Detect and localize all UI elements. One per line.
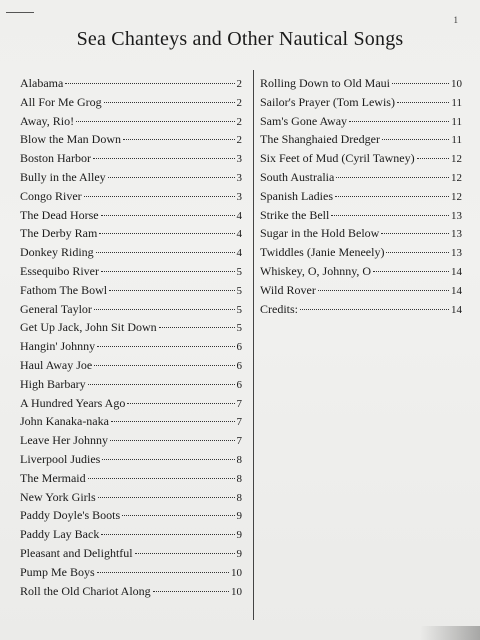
toc-entry [20, 170, 242, 189]
toc-entry-title: Hangin' Johnny [20, 339, 96, 354]
toc-entry-page: 9 [236, 510, 242, 523]
page-number: 1 [453, 15, 458, 25]
toc-column-right [260, 76, 462, 320]
toc-entry-page: 10 [231, 585, 242, 598]
toc-entry-title: Liverpool Judies [20, 451, 101, 466]
dot-leader [122, 515, 234, 516]
toc-entry-page: 13 [451, 247, 462, 260]
toc-entry-page: 11 [451, 96, 462, 109]
toc-entry-page: 3 [236, 190, 242, 203]
toc-entry [260, 208, 462, 227]
toc-entry-title: Fathom The Bowl [20, 282, 108, 297]
toc-entry [20, 377, 242, 396]
toc-entry-page: 12 [451, 153, 462, 166]
toc-entry [20, 339, 242, 358]
toc-entry-page: 8 [236, 491, 242, 504]
toc-entry-title: All For Me Grog [20, 94, 102, 109]
toc-entry [260, 132, 462, 151]
dot-leader [96, 252, 235, 253]
toc-entry-title: Essequibo River [20, 263, 99, 278]
dot-leader [65, 83, 234, 84]
toc-entry [20, 584, 242, 603]
toc-entry [20, 132, 242, 151]
toc-entry [260, 114, 462, 133]
toc-entry-title: General Taylor [20, 301, 92, 316]
toc-entry [20, 151, 242, 170]
toc-entry [260, 170, 462, 189]
toc-entry-title: Rolling Down to Old Maui [260, 76, 391, 90]
toc-entry [20, 490, 242, 509]
dot-leader [111, 421, 235, 422]
toc-entry-title: Away, Rio! [20, 113, 75, 128]
toc-entry-title: Alabama [20, 76, 64, 90]
toc-entry [260, 264, 462, 283]
toc-entry [260, 226, 462, 245]
toc-entry-page: 7 [236, 416, 242, 429]
toc-entry-title: Paddy Doyle's Boots [20, 508, 121, 523]
toc-entry [20, 527, 242, 546]
toc-entry-title: Credits: [260, 301, 298, 316]
column-divider [253, 70, 254, 620]
dot-leader [127, 403, 234, 404]
dot-leader [135, 553, 235, 554]
toc-entry-page: 7 [236, 435, 242, 448]
toc-entry-title: The Dead Horse [20, 207, 99, 222]
toc-entry [260, 302, 462, 321]
toc-entry-title: The Mermaid [20, 470, 86, 485]
dot-leader [397, 102, 449, 103]
toc-entry-page: 5 [236, 303, 242, 316]
toc-entry-title: High Barbary [20, 376, 86, 391]
dot-leader [373, 271, 449, 272]
dot-leader [318, 290, 449, 291]
toc-entry [20, 245, 242, 264]
dot-leader [97, 572, 229, 573]
toc-entry-page: 4 [236, 247, 242, 260]
dot-leader [392, 83, 449, 84]
dot-leader [336, 177, 449, 178]
dot-leader [101, 534, 234, 535]
toc-entry [20, 114, 242, 133]
toc-entry [20, 508, 242, 527]
toc-entry-title: A Hundred Years Ago [20, 395, 126, 410]
toc-entry-title: Pleasant and Delightful [20, 545, 133, 560]
toc-entry-page: 14 [451, 284, 462, 297]
dot-leader [123, 139, 235, 140]
toc-entry-title: Congo River [20, 188, 82, 203]
toc-entry-title: Get Up Jack, John Sit Down [20, 320, 157, 335]
toc-entry [20, 208, 242, 227]
dot-leader [382, 139, 449, 140]
toc-entry-title: Donkey Riding [20, 245, 94, 260]
toc-entry [20, 396, 242, 415]
dot-leader [331, 215, 449, 216]
toc-entry-page: 14 [451, 265, 462, 278]
dot-leader [386, 252, 449, 253]
toc-entry [20, 264, 242, 283]
toc-entry-page: 3 [236, 153, 242, 166]
toc-entry [260, 95, 462, 114]
toc-entry-page: 4 [236, 228, 242, 241]
toc-entry [20, 358, 242, 377]
toc-entry-title: The Derby Ram [20, 226, 98, 241]
toc-column-left [20, 76, 242, 602]
toc-entry-page: 2 [236, 78, 242, 90]
toc-entry-title: Twiddles (Janie Meneely) [260, 245, 385, 260]
toc-entry [20, 414, 242, 433]
toc-entry-page: 2 [236, 115, 242, 128]
toc-entry-page: 12 [451, 190, 462, 203]
dot-leader [159, 327, 235, 328]
dot-leader [417, 158, 449, 159]
dot-leader [108, 177, 235, 178]
top-rule-mark [6, 12, 34, 13]
toc-entry-title: New York Girls [20, 489, 96, 504]
toc-entry-page: 5 [236, 284, 242, 297]
dot-leader [381, 233, 449, 234]
toc-entry-title: Sailor's Prayer (Tom Lewis) [260, 94, 395, 109]
dot-leader [109, 290, 234, 291]
toc-entry-page: 2 [236, 96, 242, 109]
toc-entry-page: 8 [236, 453, 242, 466]
toc-entry [20, 226, 242, 245]
toc-entry-page: 5 [236, 265, 242, 278]
toc-entry-page: 6 [236, 378, 242, 391]
toc-entry-page: 13 [451, 228, 462, 241]
toc-entry-title: Sugar in the Hold Below [260, 226, 380, 241]
toc-entry-title: Paddy Lay Back [20, 527, 100, 542]
toc-entry-page: 13 [451, 209, 462, 222]
toc-entry-page: 3 [236, 171, 242, 184]
toc-entry-page: 11 [451, 115, 462, 128]
dot-leader [88, 384, 235, 385]
toc-entry-page: 6 [236, 341, 242, 354]
toc-entry [260, 76, 462, 95]
toc-entry-title: Boston Harbor [20, 151, 91, 166]
toc-entry [20, 302, 242, 321]
toc-entry-page: 2 [236, 134, 242, 147]
toc-entry-title: John Kanaka-naka [20, 414, 109, 429]
toc-entry [20, 565, 242, 584]
toc-entry-title: Sam's Gone Away [260, 113, 348, 128]
toc-entry-page: 5 [236, 322, 242, 335]
toc-entry-page: 4 [236, 209, 242, 222]
dot-leader [102, 459, 234, 460]
toc-entry-page: 7 [236, 397, 242, 410]
dot-leader [84, 196, 235, 197]
dot-leader [101, 271, 235, 272]
dot-leader [300, 309, 449, 310]
toc-entry-title: Blow the Man Down [20, 132, 121, 147]
dot-leader [94, 309, 235, 310]
page-title: Sea Chanteys and Other Nautical Songs [76, 28, 404, 50]
toc-entry [20, 320, 242, 339]
toc-entry [260, 245, 462, 264]
toc-entry [260, 189, 462, 208]
toc-entry [20, 546, 242, 565]
toc-entry [260, 283, 462, 302]
toc-entry-page: 10 [231, 566, 242, 579]
toc-entry-page: 12 [451, 171, 462, 184]
toc-entry-page: 8 [236, 472, 242, 485]
dot-leader [76, 121, 234, 122]
toc-entry-title: Roll the Old Chariot Along [20, 583, 151, 598]
dot-leader [104, 102, 235, 103]
toc-entry-title: South Australia [260, 169, 335, 184]
toc-entry-page: 11 [451, 134, 462, 147]
toc-entry [20, 433, 242, 452]
toc-entry-title: Spanish Ladies [260, 188, 333, 203]
dot-leader [97, 346, 234, 347]
toc-entry [20, 452, 242, 471]
toc-entry-page: 9 [236, 529, 242, 542]
toc-entry [20, 95, 242, 114]
toc-entry-title: Strike the Bell [260, 207, 330, 222]
dot-leader [99, 233, 234, 234]
toc-entry-title: Bully in the Alley [20, 169, 106, 184]
dot-leader [335, 196, 449, 197]
dot-leader [98, 497, 235, 498]
toc-entry-title: Whiskey, O, Johnny, O [260, 263, 372, 278]
dot-leader [94, 365, 234, 366]
dot-leader [110, 440, 235, 441]
toc-entry [20, 283, 242, 302]
dot-leader [153, 591, 229, 592]
toc-entry [20, 76, 242, 95]
toc-entry-title: The Shanghaied Dredger [260, 132, 380, 147]
toc-entry [20, 471, 242, 490]
dot-leader [101, 215, 235, 216]
dot-leader [88, 478, 235, 479]
toc-entry [20, 189, 242, 208]
toc-entry-title: Wild Rover [260, 282, 316, 297]
toc-entry-page: 10 [451, 78, 462, 90]
dot-leader [93, 158, 235, 159]
toc-entry-page: 14 [451, 303, 462, 316]
toc-entry-page: 9 [236, 547, 242, 560]
toc-entry-title: Haul Away Joe [20, 357, 93, 372]
corner-shadow [420, 626, 480, 640]
toc-entry-title: Six Feet of Mud (Cyril Tawney) [260, 151, 415, 166]
dot-leader [349, 121, 449, 122]
toc-entry-title: Leave Her Johnny [20, 433, 108, 448]
toc-entry [260, 151, 462, 170]
toc-entry-title: Pump Me Boys [20, 564, 95, 579]
toc-entry-page: 6 [236, 359, 242, 372]
